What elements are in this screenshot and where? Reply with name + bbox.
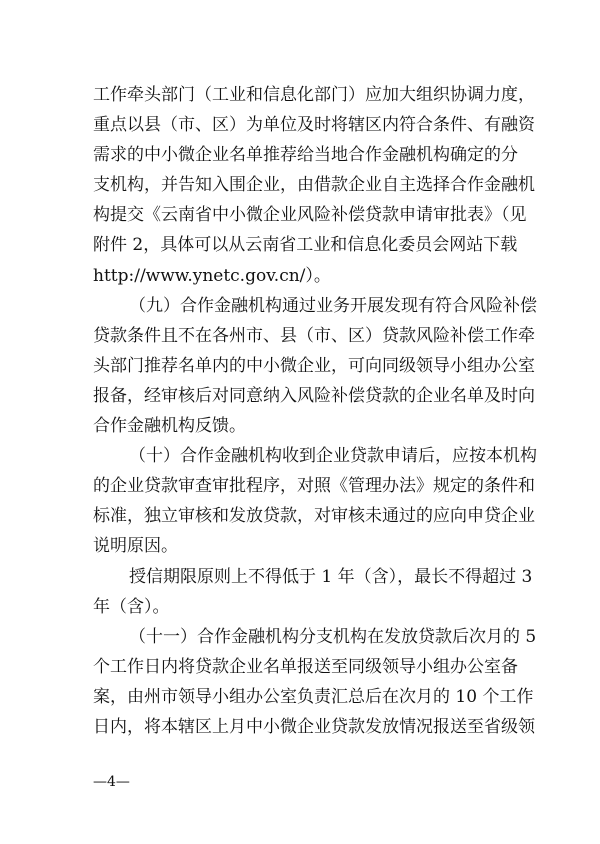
text-line: 支机构，并告知入围企业，由借款企业自主选择合作金融机 bbox=[93, 175, 535, 196]
text-line: 说明原因。 bbox=[93, 536, 178, 557]
text-line: 案，由州市领导小组办公室负责汇总后在次月的 10 个工作 bbox=[93, 686, 534, 707]
paragraph-10-start: （十）合作金融机构收到企业贷款申请后，应按本机构 bbox=[129, 446, 537, 467]
text-line: 日内，将本辖区上月中小微企业贷款发放情况报送至省级领 bbox=[93, 716, 535, 737]
text-line: 个工作日内将贷款企业名单报送至同级领导小组办公室备 bbox=[93, 656, 518, 677]
paragraph-9-start: （九）合作金融机构通过业务开展发现有符合风险补偿 bbox=[129, 295, 537, 316]
text-line: 贷款条件且不在各州市、县（市、区）贷款风险补偿工作牵 bbox=[93, 325, 535, 346]
text-line: 头部门推荐名单内的中小微企业，可向同级领导小组办公室 bbox=[93, 355, 535, 376]
credit-term-paragraph: 授信期限原则上不得低于 1 年（含），最长不得超过 3 bbox=[129, 566, 533, 587]
text-line: 需求的中小微企业名单推荐给当地合作金融机构确定的分 bbox=[93, 145, 518, 166]
paragraph-11-start: （十一）合作金融机构分支机构在发放贷款后次月的 5 bbox=[129, 626, 537, 647]
text-line: 标准，独立审核和发放贷款，对审核未通过的应向申贷企业 bbox=[93, 506, 535, 527]
text-line: 构提交《云南省中小微企业风险补偿贷款申请审批表》（见 bbox=[93, 205, 527, 226]
body-text bbox=[93, 80, 537, 742]
page-number: —4— bbox=[93, 774, 130, 790]
text-line: 年（含）。 bbox=[93, 596, 170, 617]
text-line: 重点以县（市、区）为单位及时将辖区内符合条件、有融资 bbox=[93, 115, 535, 136]
text-line: 的企业贷款审查审批程序，对照《管理办法》规定的条件和 bbox=[93, 476, 535, 497]
text-line: 工作牵头部门（工业和信息化部门）应加大组织协调力度， bbox=[93, 85, 535, 105]
text-line: 报备，经审核后对同意纳入风险补偿贷款的企业名单及时向 bbox=[93, 385, 535, 406]
text-line: 合作金融机构反馈。 bbox=[93, 416, 246, 437]
text-line: 附件 2，具体可以从云南省工业和信息化委员会网站下载 bbox=[93, 235, 518, 256]
url-line: http://www.ynetc.gov.cn/）。 bbox=[93, 265, 331, 286]
